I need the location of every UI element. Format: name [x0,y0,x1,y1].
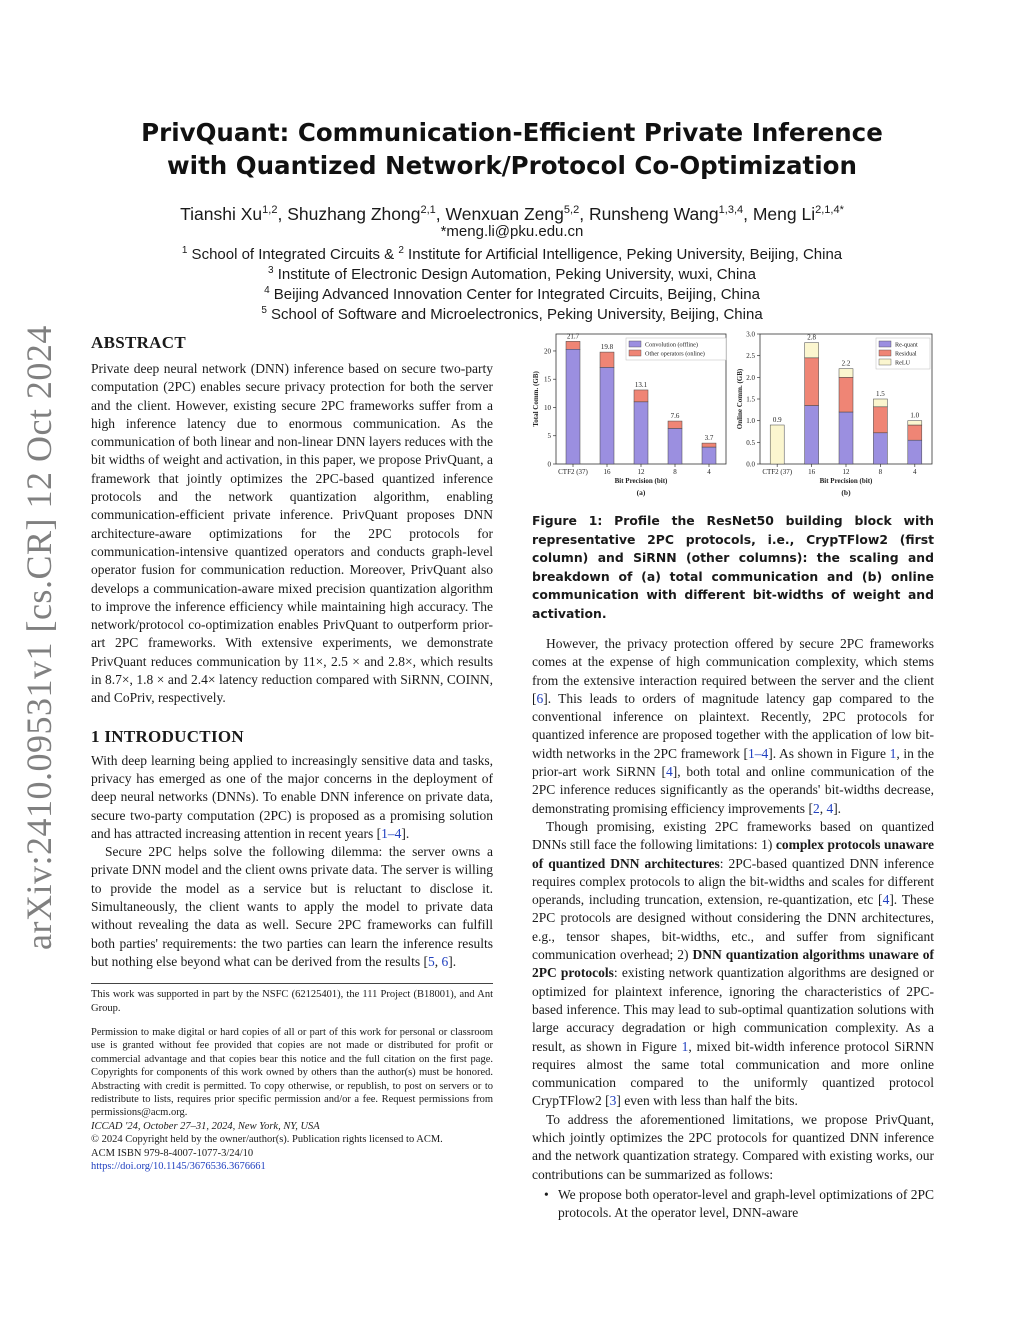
author-affiliation-mark: 1,3,4 [718,204,744,216]
author-name: Wenxuan Zeng [445,203,564,224]
text-run: , [434,953,442,969]
text-run: ]. [833,800,842,816]
text-run: : 2PC-based quantized DNN inference requires complex protocols to align the bit-widths and scales for different operands, including truncation, extension, re-quantization, etc [ [532,855,934,908]
author-affiliation-mark: 2,1 [420,204,436,216]
text-run: , in the prior-art work SiRNN [ [532,745,934,780]
right-column [532,330,934,1223]
bar-total-label: 1.5 [876,390,885,398]
text-run: Secure 2PC helps solve the following dilemma: the server owns a private DNN model and the client owns private data. The server is willing to provide the model as a service but is reluctant to disclose it. Simultaneously, the client wants to apply the model to private data without revealing the data as well. Secure 2PC frameworks can fulfill both parties' requirements: the two parties can learn the inference results but nothing else beyond what can be derived from the results [ [91,844,493,969]
x-tick-label: 4 [707,468,711,476]
bar-segment [702,443,716,447]
x-tick-label: 8 [878,468,883,476]
text-run: ]. As shown in Figure [768,745,890,761]
figure-reference-link[interactable]: 1 [889,745,897,761]
author-name: Runsheng Wang [588,203,719,224]
arxiv-identifier: arXiv:2410.09531v1 [cs.CR] 12 Oct 2024 [19,325,59,950]
x-tick-label: 16 [808,468,816,476]
text-run: ]. This leads to orders of magnitude latency gap compared to the conventional inference on plaintext. Recently, 2PC protocols for quantized inference are proposed together with the application of low bit-width networks in the 2PC framework [ [532,690,934,761]
text-run: Though promising, existing 2PC frameworks based on quantized DNNs still face the following limitations: 1) [532,818,934,853]
bar-segment [702,447,716,464]
y-tick-label: 0 [547,460,551,469]
abstract-heading: ABSTRACT [91,333,186,352]
citation-link[interactable]: 4 [666,764,673,780]
author-name: Shuzhang Zhong [287,203,421,224]
text-run: ]. [448,953,457,969]
bar-segment [805,358,819,406]
bar-total-label: 2.2 [841,359,851,368]
x-tick-label: CTF2 (37) [558,468,588,476]
limitation-1-emphasis: complex protocols unaware of quantized DNN architectures [532,837,935,871]
citation-link[interactable]: 5 [428,953,435,969]
introduction-heading: 1 INTRODUCTION [91,726,244,746]
x-tick-label: 12 [842,468,850,476]
bar-total-label: 19.8 [600,343,614,352]
author-affiliation-mark: 2,1,4* [815,204,844,216]
bar-segment [805,343,819,358]
citation-link[interactable]: 3 [609,1093,617,1109]
citation-link[interactable]: 4 [882,892,890,908]
y-tick-label: 5 [547,432,551,441]
author-affiliation-mark: 5,2 [563,204,580,216]
citation-link[interactable]: 2 [812,800,820,816]
x-tick-label: 8 [673,468,677,476]
y-tick-label: 0.5 [746,438,755,447]
text-run: ]. [401,825,410,841]
author-name: Meng Li [752,203,816,224]
x-tick-label: 16 [603,468,611,476]
bar-segment [668,421,682,428]
y-tick-label: 1.0 [746,417,755,426]
bar-total-label: 2.8 [807,333,816,342]
text-run: ], both total and online communication of the 2PC inference reduces significantly as the operands' bit-widths decrease, demonstrating promising efficiency improvements [ [532,764,934,816]
bar-segment [566,341,580,349]
bar-segment [839,369,853,378]
legend-swatch [629,350,641,356]
citation-link[interactable]: 1–4 [748,745,769,761]
legend-label: Re-quant [895,341,918,349]
y-tick-label: 20 [544,347,551,356]
funding-footnote: This work was supported in part by the NSFC (62125401), the 111 Project (B18001), and Ant Group. [91,989,493,1014]
chart-total-communication [532,330,728,498]
affiliation-text: Beijing Advanced Innovation Center for Integrated Circuits, Beijing, China [269,286,760,303]
bar-total-label: 7.6 [670,412,680,421]
permission-notice: Permission to make digital or hard copies of all or part of this work for personal or classroom use is granted without fee provided that copies are not made or distributed for profit or commercial advantage and that copies bear this notice and the full citation on the first page. Copyrights for components of this work owned by others than the author(s) must be honored. Abstracting with credit is permitted. To copy otherwise, or republish, to post on servers or to redistribute to lists, requires prior specific permission and/or a fee. Request permissions from permissions@acm.org. [91,1027,493,1119]
figure-1 [532,330,934,500]
title-line-1: PrivQuant: Communication-Efficient Private Inference [141,118,883,147]
affiliation-text: School of Software and Microelectronics, Peking University, Beijing, China [266,306,763,323]
affiliation-text: Institute of Electronic Design Automation, Peking University, wuxi, China [273,266,756,283]
bar-segment [908,425,922,440]
bar-segment [600,352,614,367]
figure-reference-link[interactable]: 1 [681,1038,689,1054]
bar-segment [770,425,784,464]
copyright-line: © 2024 Copyright held by the owner/author(s). Publication rights licensed to ACM. [91,1134,443,1146]
bar-segment [873,407,887,433]
author-affiliation-mark: 1,2 [262,204,278,216]
abstract-text: Private deep neural network (DNN) inference based on secure two-party computation (2PC) enables secure privacy protection for both the server and the client. However, existing secure 2PC frameworks suffer from a high inference latency due to enormous communication. As the communication of both linear and non-linear DNN layers reduces with the bit widths of weight and activation, in this paper, we propose PrivQuant, a framework that jointly optimizes the 2PC-based quantized inference protocols and the network quantization algorithm, enabling communication-efficient private inference. PrivQuant proposes DNN architecture-aware optimizations for the 2PC protocols for communication-intensive quantized operators and conducts graph-level operator fusion for communication reduction. Moreover, PrivQuant also develops a communication-aware mixed precision quantization algorithm to improve the inference efficiency while maintaining high accuracy. The network/protocol co-optimization enables PrivQuant to outperform prior-art 2PC frameworks. With extensive experiments, we demonstrate PrivQuant reduces communication by 11×, 2.5 × and 2.8×, which results in 8.7×, 1.8 × and 2.4× latency reduction compared with SiRNN, COINN, and CoPriv, respectively. [91,361,493,706]
affiliation-text: School of Integrated Circuits & [187,246,399,263]
bar-total-label: 1.0 [910,411,920,420]
text-run: : existing network quantization algorithms are designed or optimized for plaintext inference, ignoring the characteristics of 2PC-based inference. This may lead to sub-optimal quantization solutions with large accuracy degradation or high communication complexity. As a result, as shown in Figure [532,965,934,1054]
affiliation-mark: 2 [398,245,404,256]
citation-link[interactable]: 6 [441,953,449,969]
panel-label: (b) [841,488,851,497]
affiliation-mark: 3 [267,265,274,276]
author-name: Tianshi Xu [180,203,263,224]
text-run: However, the privacy protection offered by secure 2PC frameworks comes at the expense of high communication complexity, which stems from the extensive interaction required between the server and the client [ [532,636,934,706]
bar-segment [873,433,887,464]
x-tick-label: 4 [913,468,917,476]
chart-online-communication [736,330,934,498]
paper-title [100,116,924,182]
bar-total-label: 0.9 [772,416,782,424]
y-tick-label: 1.5 [746,395,755,404]
legend-swatch [879,359,891,365]
contact-email: *meng.li@pku.edu.cn [440,223,584,240]
venue-line: ICCAD '24, October 27–31, 2024, New York, NY, USA [91,1120,320,1132]
bar-total-label: 21.7 [566,332,580,341]
left-column [91,332,493,1173]
y-tick-label: 15 [544,375,551,384]
isbn-line: ACM ISBN 979-8-4007-1077-3/24/10 [91,1147,254,1159]
x-axis-label: Bit Precision (bit) [614,477,668,485]
legend-label: ReLU [895,359,911,367]
bar-segment [600,367,614,464]
panel-label: (a) [636,488,646,497]
text-run: ]. These 2PC protocols are designed without considering the DNN architectures, e.g., tensor shapes, bit-widths, etc., and suffer from significant communication overhead; 2) [532,892,934,963]
right-paragraph-2 [532,818,934,1111]
text-run: , [819,800,827,816]
text-run: ] even with less than half the bits. [616,1093,798,1109]
legend-label: Residual [895,350,917,358]
limitation-2-emphasis: DNN quantization algorithms unaware of 2PC protocols [532,947,934,981]
citation-link[interactable]: 1–4 [381,825,402,841]
y-tick-label: 2.0 [746,373,755,382]
bar-total-label: 3.7 [704,434,714,443]
legend-label: Other operators (online) [645,350,705,358]
bar-segment [873,399,887,407]
legend-swatch [879,341,891,347]
affiliation-text: Institute for Artificial Intelligence, Peking University, Beijing, China [403,246,843,263]
y-tick-label: 3.0 [746,330,755,339]
y-axis-label: Total Comm. (GB) [532,371,540,427]
legend-swatch [629,341,641,347]
contributions-list [558,1186,934,1223]
right-paragraph-3: To address the aforementioned limitations, we propose PrivQuant, which jointly optimizes the 2PC protocols for quantized DNN inference and the network quantization strategy. Compared with existing works, our contributions can be summarized as follows: [532,1111,934,1182]
citation-link[interactable]: 4 [826,800,834,816]
bar-segment [839,377,853,412]
affiliation-mark: 1 [181,245,188,256]
y-tick-label: 10 [544,403,551,412]
title-line-2: with Quantized Network/Protocol Co-Optimization [167,151,857,180]
affiliation-mark: 4 [264,285,270,296]
contribution-item: • We propose both operator-level and graph-level optimizations of 2PC protocols. At the operator level, DNN-aware [558,1186,934,1223]
footnote-divider [91,983,493,984]
bar-segment [566,349,580,464]
text-run: , mixed bit-width inference protocol SiRNN requires almost the same total communication and more online communication compared to the uniformly quantized protocol CrypTFlow2 [ [532,1038,934,1109]
y-tick-label: 0.0 [746,460,755,469]
intro-paragraph-2 [91,843,493,971]
x-tick-label: 12 [637,468,645,476]
affiliation-mark: 5 [261,305,267,316]
x-tick-label: CTF2 (37) [762,468,793,476]
citation-link[interactable]: 6 [536,690,544,706]
legend-label: Convolution (offline) [645,341,698,349]
intro-paragraph-1 [91,752,493,843]
right-paragraph-1 [532,635,934,818]
text-run: With deep learning being applied to increasingly sensitive data and tasks, privacy has emerged as one of the major concerns in the deployment of deep neural networks (DNNs). To enable DNN inference on private data, secure two-party computation (2PC) is proposed as a promising solution and has attracted increasing attention in recent years [ [91,752,493,841]
bar-segment [908,440,922,464]
bar-segment [668,428,682,464]
bar-segment [634,402,648,464]
bar-segment [634,390,648,402]
bar-total-label: 13.1 [634,380,648,389]
y-axis-label: Online Comm. (GB) [736,368,744,430]
x-axis-label: Bit Precision (bit) [819,477,873,485]
bar-segment [908,421,922,425]
author-list: Tianshi Xu$^{1,2}$, Shuzhang Zhong$^{2,1}$, Wenxuan Zeng$^{5,2}$, Runsheng Wang$^{1,3,4}$, Meng $Li^{2,1,4*}$ [180,203,844,224]
bar-segment [839,412,853,464]
legend-swatch [879,350,891,356]
doi-link[interactable]: https://doi.org/10.1145/3676536.3676661 [91,1161,266,1173]
affiliation-line [100,301,924,325]
figure-caption: Figure 1: Profile the ResNet50 building block with representative 2PC protocols, i.e., CrypTFlow2 (first column) and SiRNN (other columns): the scaling and breakdown of (a) total communication and (b) online communication with different bit-widths of weight and activation. [532,513,934,621]
y-tick-label: 2.5 [746,352,755,361]
bar-segment [805,406,819,465]
